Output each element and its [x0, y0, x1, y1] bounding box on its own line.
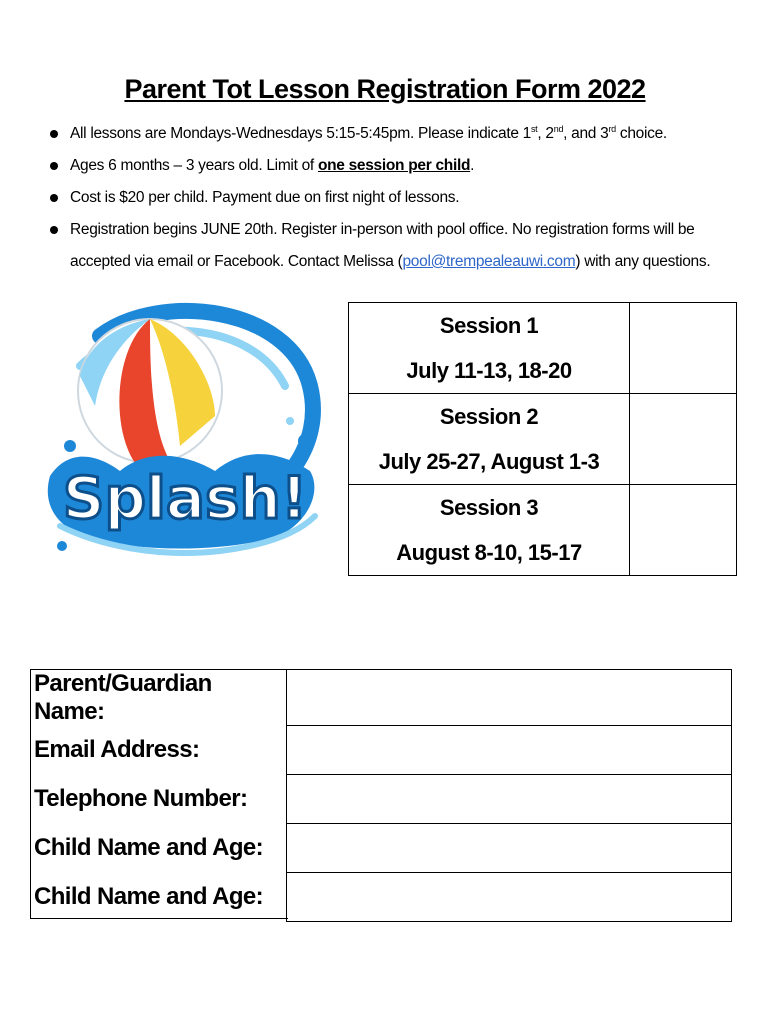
field-label: Child Name and Age:: [34, 834, 264, 861]
email-field[interactable]: [287, 726, 732, 775]
field-label: Email Address:: [34, 736, 200, 763]
bullet-ages: Ages 6 months – 3 years old. Limit of one session per child.: [48, 150, 738, 182]
field-label: Child Name and Age:: [34, 883, 264, 910]
table-row: [30, 873, 732, 922]
parent-name-field[interactable]: [287, 670, 732, 726]
child-name-age-field[interactable]: [287, 873, 732, 922]
table-row: [349, 303, 737, 394]
session-choice-box[interactable]: [630, 303, 737, 394]
session-name: Session 2: [439, 404, 539, 429]
session-name: Session 1: [439, 313, 539, 338]
bullet-dot-icon: [50, 162, 58, 170]
field-label: Telephone Number:: [34, 785, 248, 812]
session-cell: [349, 394, 630, 485]
registration-fields-table: [30, 669, 732, 922]
telephone-field[interactable]: [287, 775, 732, 824]
sessions-table: [348, 302, 737, 576]
table-row: [30, 824, 732, 873]
session-name: Session 3: [439, 495, 539, 520]
bullet-schedule: All lessons are Mondays-Wednesdays 5:15-5:45pm. Please indicate 1st, 2nd, and 3rd choice.: [48, 118, 738, 150]
form-title: Parent Tot Lesson Registration Form 2022: [124, 74, 646, 104]
splash-logo: [40, 296, 330, 566]
session-dates: July 25-27, August 1-3: [378, 449, 600, 474]
session-choice-box[interactable]: [630, 485, 737, 576]
table-row: [30, 726, 732, 775]
child-name-age-field[interactable]: [287, 824, 732, 873]
session-dates: August 8-10, 15-17: [396, 540, 582, 565]
info-bullets: [48, 118, 738, 278]
session-cell: [349, 485, 630, 576]
email-link[interactable]: pool@trempealeauwi.com: [402, 253, 576, 270]
table-row: [349, 485, 737, 576]
bullet-dot-icon: [50, 194, 58, 202]
session-cell: [349, 303, 630, 394]
session-choice-box[interactable]: [630, 394, 737, 485]
bullet-dot-icon: [50, 226, 58, 234]
field-label: Parent/Guardian Name:: [34, 669, 212, 725]
splash-logo-text: Splash!: [62, 464, 308, 532]
bullet-registration: Registration begins JUNE 20th. Register in-person with pool office. No registration forms will be accepted via email or Facebook. Contact Melissa (pool@trempealeauwi.com) with any questions.: [48, 214, 738, 278]
bullet-dot-icon: [50, 130, 58, 138]
table-row: [30, 775, 732, 824]
session-dates: July 11-13, 18-20: [406, 358, 572, 383]
table-row: [349, 394, 737, 485]
table-row: [30, 670, 732, 726]
bullet-cost: Cost is $20 per child. Payment due on first night of lessons.: [48, 182, 738, 214]
